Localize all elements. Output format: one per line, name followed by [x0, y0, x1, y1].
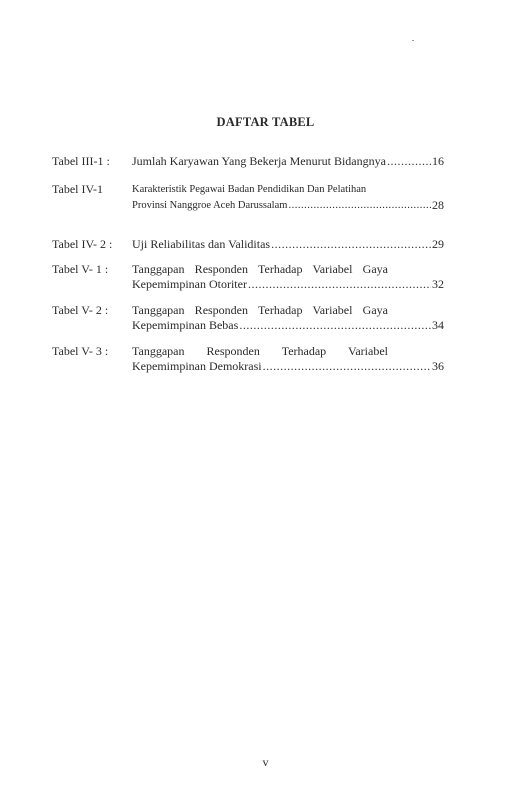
table-title-continued: Kepemimpinan Bebas	[132, 318, 239, 332]
page-ref: 16	[432, 154, 444, 168]
table-title: Tanggapan Responden Terhadap Variabel Gaya	[132, 262, 388, 276]
table-title: Uji Reliabilitas dan Validitas	[132, 237, 271, 251]
table-label: Tabel III-1 :	[52, 154, 110, 168]
page-ref: 32	[432, 277, 444, 291]
table-title: Tanggapan Responden Terhadap Variabel Gaya	[132, 303, 388, 317]
table-description	[132, 262, 444, 292]
table-description	[132, 182, 444, 213]
page-ref: 34	[432, 318, 444, 332]
dot-leader	[263, 359, 431, 374]
table-label: Tabel V- 3 :	[52, 344, 109, 358]
page-number: v	[262, 755, 269, 769]
table-description	[132, 237, 444, 252]
table-title-continued: Kepemimpinan Demokrasi	[132, 359, 262, 373]
table-description	[132, 344, 444, 374]
table-label: Tabel IV- 2 :	[52, 237, 113, 251]
table-title: Tanggapan Responden Terhadap Variabel	[132, 344, 388, 358]
table-label: Tabel V- 2 :	[52, 303, 109, 317]
table-label: Tabel IV-1	[52, 182, 104, 196]
dot-leader	[271, 237, 431, 252]
table-label: Tabel V- 1 :	[52, 262, 109, 276]
dot-leader	[248, 277, 431, 292]
table-title: Karakteristik Pegawai Badan Pendidikan Dan Pelatihan	[132, 184, 367, 195]
page-ref: 29	[432, 237, 444, 251]
dot-leader	[239, 318, 431, 333]
page-ref: 28	[432, 198, 444, 212]
table-title-continued: Provinsi Nanggroe Aceh Darussalam	[132, 200, 288, 211]
page-title: DAFTAR TABEL	[216, 115, 315, 129]
page-ref: 36	[432, 359, 444, 373]
table-title-continued: Kepemimpinan Otoriter	[132, 277, 247, 291]
dot-leader	[387, 154, 431, 169]
scan-speck	[412, 40, 414, 41]
dot-leader	[288, 198, 431, 213]
table-title: Jumlah Karyawan Yang Bekerja Menurut Bidangnya	[132, 154, 386, 168]
table-description	[132, 303, 444, 333]
table-description	[132, 154, 444, 169]
